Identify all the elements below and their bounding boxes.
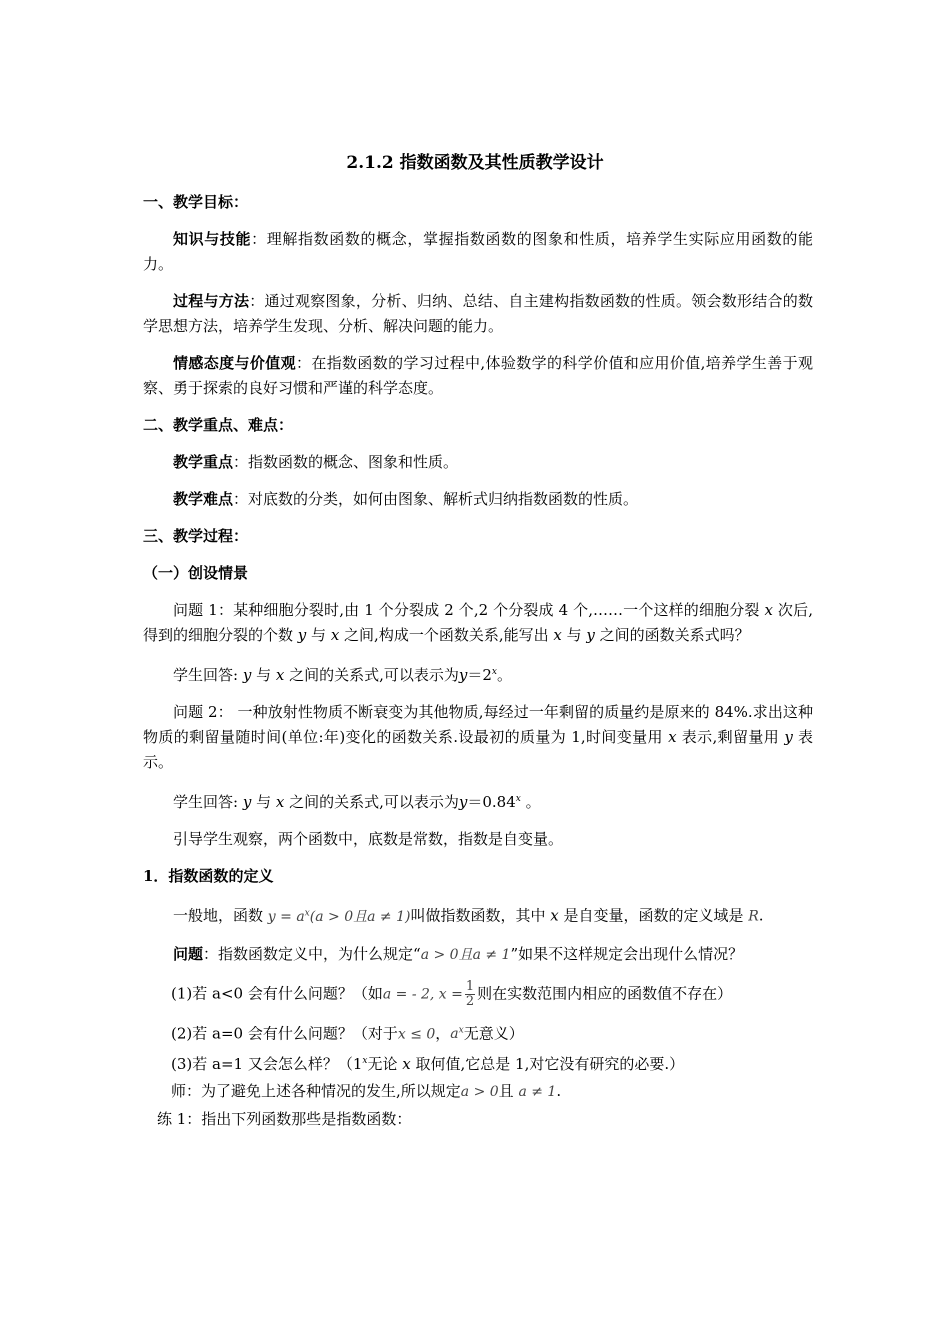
case-2: (2)若 a=0 会有什么问题？（对于x ≤ 0，$a^x$无意义）	[171, 1024, 524, 1043]
question-1: 问题 1：某种细胞分裂时,由 1 个分裂成 2 个,2 个分裂成 4 个,……一个这样的细胞分裂 x 次后,得到的细胞分裂的个数 y 与 x 之间,构成一个函数关系,能写出 x 与 y 之间的函数关系式吗？	[143, 601, 813, 644]
teacher-note: 师：为了避免上述各种情况的发生,所以规定a > 0且 a ≠ 1.	[171, 1082, 562, 1101]
answer-2: 学生回答: y 与 x 之间的关系式,可以表示为$y=0.84^x$ 。	[173, 793, 541, 811]
subsection-heading-scenario: （一）创设情景	[143, 564, 249, 582]
key-point: 教学重点：指数函数的概念、图象和性质。	[173, 453, 459, 471]
section-heading-process: 三、教学过程：	[143, 527, 249, 545]
page-title: 2.1.2 指数函数及其性质教学设计	[346, 153, 604, 173]
section-heading-definition: 1．指数函数的定义	[143, 867, 274, 885]
definition-question: 问题：指数函数定义中，为什么规定“a > 0且a ≠ 1”如果不这样规定会出现什么情况？	[173, 944, 744, 963]
document-body	[143, 190, 813, 1134]
difficult-point: 教学难点：对底数的分类，如何由图象、解析式归纳指数函数的性质。	[173, 490, 639, 508]
answer-1: 学生回答: y 与 x 之间的关系式,可以表示为$y=2^x$。	[173, 666, 512, 684]
definition-text: 一般地，函数 $y = a^x(a > 0$且a ≠ 1)叫做指数函数，其中 x 是自变量，函数的定义域是 R.	[173, 906, 764, 925]
objective-knowledge: 知识与技能：理解指数函数的概念，掌握指数函数的图象和性质，培养学生实际应用函数的能力。	[143, 230, 813, 273]
section-heading-keypoints: 二、教学重点、难点：	[143, 416, 294, 434]
exercise-1: 练 1：指出下列函数那些是指数函数：	[157, 1110, 412, 1129]
objective-process: 过程与方法：通过观察图象，分析、归纳、总结、自主建构指数函数的性质。领会数形结合的数学思想方法，培养学生发现、分析、解决问题的能力。	[143, 292, 813, 335]
section-heading-objectives: 一、教学目标：	[143, 193, 249, 211]
case-3: (3)若 a=1 又会怎么样？（1$^x$无论 x 取何值,它总是 1,对它没有研究的必要.）	[171, 1055, 685, 1074]
formula-exponential: $y = a^x(a > 0$且a ≠ 1)	[267, 908, 411, 925]
guide-text: 引导学生观察，两个函数中，底数是常数，指数是自变量。	[173, 830, 564, 848]
question-2: 问题 2： 一种放射性物质不断衰变为其他物质,每经过一年剩留的质量约是原来的 84%.求出这种物质的剩留量随时间(单位:年)变化的函数关系.设最初的质量为 1,时间变量用 x 表示,剩留量用 y 表示。	[143, 703, 813, 771]
case-1: (1)若 a<0 会有什么问题？（如a = - 2, x = $\frac{1}{2}$ 则在实数范围内相应的函数值不存在）	[171, 978, 733, 1009]
objective-emotion: 情感态度与价值观：在指数函数的学习过程中,体验数学的科学价值和应用价值,培养学生善于观察、勇于探索的良好习惯和严谨的科学态度。	[143, 354, 813, 397]
fraction-one-half: $\frac{1}{2}$	[465, 978, 475, 1009]
